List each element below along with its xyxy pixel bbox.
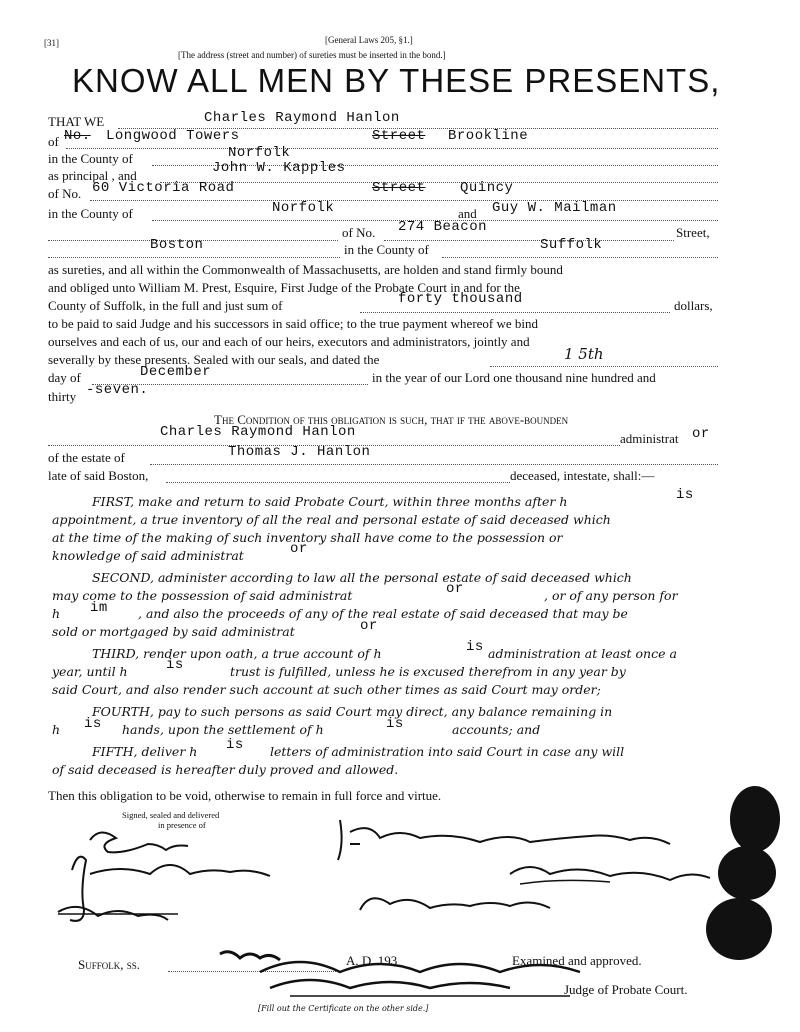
bond-paragraph-1: as sureties, and all within the Commonwealth of Massachusetts, are holden and stand firmly bound — [48, 262, 563, 277]
seal-3 — [706, 898, 772, 960]
of-no-label-1: of No. — [48, 186, 82, 201]
bond-paragraph-3b: dollars, — [674, 298, 713, 313]
second-line-3a: h — [52, 606, 61, 621]
year-text: in the year of our Lord one thousand nine hundred and — [372, 370, 656, 385]
condition-intro: The Condition of this obligation is such, that if the above-bounden — [214, 412, 569, 427]
fourth-line-2d: is — [386, 716, 404, 732]
surety1-town: Quincy — [460, 180, 514, 196]
struck-street: Street — [372, 128, 426, 144]
page-number: [31] — [44, 38, 59, 48]
surety2-name: Guy W. Mailman — [492, 200, 617, 216]
approved-label: Examined and approved. — [512, 953, 642, 968]
deceased-name: Thomas J. Hanlon — [228, 444, 371, 460]
fourth-line-1: FOURTH, pay to such persons as said Court may direct, any balance remaining in — [92, 704, 613, 719]
day-of-label: day of — [48, 370, 81, 385]
first-line-3: at the time of the making of such inventory shall have come to the possession or — [52, 530, 563, 545]
as-principal-label: as principal , and — [48, 168, 137, 183]
second-line-4b: or — [360, 618, 378, 634]
late-label: late of said Boston, — [48, 468, 149, 483]
surety2-town: Boston — [150, 237, 204, 253]
principal-address: Longwood Towers — [106, 128, 240, 144]
judge-label: Judge of Probate Court. — [564, 982, 688, 997]
third-line-1a: THIRD, render upon oath, a true account of h — [92, 646, 382, 661]
first-line-4-suffix: or — [290, 541, 308, 557]
witness-label-2: in presence of — [158, 820, 206, 830]
fourth-line-2c: hands, upon the settlement of h — [122, 722, 324, 737]
page-title: KNOW ALL MEN BY THESE PRESENTS, — [72, 62, 721, 99]
first-line-4: knowledge of said administrat — [52, 548, 244, 563]
second-line-3b: im — [90, 600, 108, 616]
first-line-1: FIRST, make and return to said Probate Court, within three months after h — [92, 494, 568, 509]
second-line-2b: or — [446, 581, 464, 597]
second-line-2a: may come to the possession of said administrat — [52, 588, 353, 603]
second-line-2c: , or of any person for — [544, 588, 678, 603]
witness-signatures — [50, 820, 310, 940]
seal-1 — [730, 786, 780, 852]
third-line-2a: year, until h — [52, 664, 128, 679]
second-line-1: SECOND, administer according to law all the personal estate of said deceased which — [92, 570, 632, 585]
of-label: of — [48, 134, 59, 149]
bond-paragraph-6: severally by these presents. Sealed with our seals, and dated the — [48, 352, 380, 367]
administrator-name: Charles Raymond Hanlon — [160, 424, 356, 440]
first-line-2: appointment, a true inventory of all the real and personal estate of said deceased which — [52, 512, 611, 527]
surety1-county: Norfolk — [272, 200, 335, 216]
of-no-label-2: of No. — [342, 225, 376, 240]
witness-label-1: Signed, sealed and delivered — [122, 810, 220, 820]
principal-signatures — [330, 810, 730, 940]
thirty-label: thirty — [48, 389, 77, 404]
year-suffix: -seven. — [86, 382, 149, 398]
county-label-2: in the County of — [48, 206, 133, 221]
surety1-name: John W. Kapples — [212, 160, 346, 176]
deceased-label: deceased, intestate, shall:— — [510, 468, 655, 483]
ad-label: A. D. 193 — [346, 953, 398, 968]
second-line-4a: sold or mortgaged by said administrat — [52, 624, 295, 639]
fifth-line-1a: FIFTH, deliver h — [92, 744, 198, 759]
bond-day: 1 5th — [564, 345, 604, 363]
suffolk-label: Suffolk, ss. — [78, 957, 140, 972]
first-line-1-suffix: is — [676, 487, 694, 503]
principal-county: Norfolk — [228, 145, 291, 161]
third-line-3: said Court, and also render such account at such other times as said Court may order; — [52, 682, 601, 697]
struck-street-2: Street — [372, 180, 426, 196]
closing-text: Then this obligation to be void, otherwise to remain in full force and virtue. — [48, 788, 442, 803]
bond-paragraph-3a: County of Suffolk, in the full and just sum of — [48, 298, 283, 313]
third-line-1b: is — [466, 639, 484, 655]
surety2-county: Suffolk — [540, 237, 603, 253]
seal-2 — [718, 846, 776, 900]
third-line-2b: is — [166, 657, 184, 673]
fifth-line-1b: is — [226, 737, 244, 753]
principal-town: Brookline — [448, 128, 529, 144]
bond-paragraph-2: and obliged unto William M. Prest, Esquire, First Judge of the Probate Court in and for the — [48, 280, 520, 295]
fourth-line-2e: accounts; and — [452, 722, 541, 737]
and-label: and — [458, 206, 477, 221]
administrator-suffix: or — [692, 426, 710, 442]
surety1-address: 60 Victoria Road — [92, 180, 235, 196]
second-line-3c: , and also the proceeds of any of the real estate of said deceased that may be — [138, 606, 628, 621]
struck-no: No. — [64, 128, 91, 144]
street-label: Street, — [676, 225, 710, 240]
that-we-label: THAT WE — [48, 114, 105, 129]
estate-label: of the estate of — [48, 450, 125, 465]
fifth-line-2: of said deceased is hereafter duly proved and allowed. — [52, 762, 399, 777]
law-reference: [General Laws 205, §1.] — [325, 35, 413, 45]
third-line-2c: trust is fulfilled, unless he is excused therefrom in any year by — [230, 664, 626, 679]
bond-month: December — [140, 364, 212, 380]
address-instruction: [The address (street and number) of sureties must be inserted in the bond.] — [178, 50, 446, 60]
bond-paragraph-5: ourselves and each of us, our and each of our heirs, executors and administrators, jointly and — [48, 334, 530, 349]
administrator-label: administrat — [620, 431, 679, 446]
bond-amount: forty thousand — [398, 291, 523, 307]
third-line-1c: administration at least once a — [488, 646, 677, 661]
fifth-line-1c: letters of administration into said Court in case any will — [270, 744, 625, 759]
county-label-3: in the County of — [344, 242, 429, 257]
fourth-line-2a: h — [52, 722, 61, 737]
principal-name: Charles Raymond Hanlon — [204, 110, 400, 126]
bond-paragraph-4: to be paid to said Judge and his successors in said office; to the true payment whereof we bind — [48, 316, 539, 331]
fourth-line-2b: is — [84, 716, 102, 732]
surety2-address: 274 Beacon — [398, 219, 488, 235]
county-label-1: in the County of — [48, 151, 133, 166]
footer-note: [Fill out the Certificate on the other side.] — [258, 1004, 429, 1013]
